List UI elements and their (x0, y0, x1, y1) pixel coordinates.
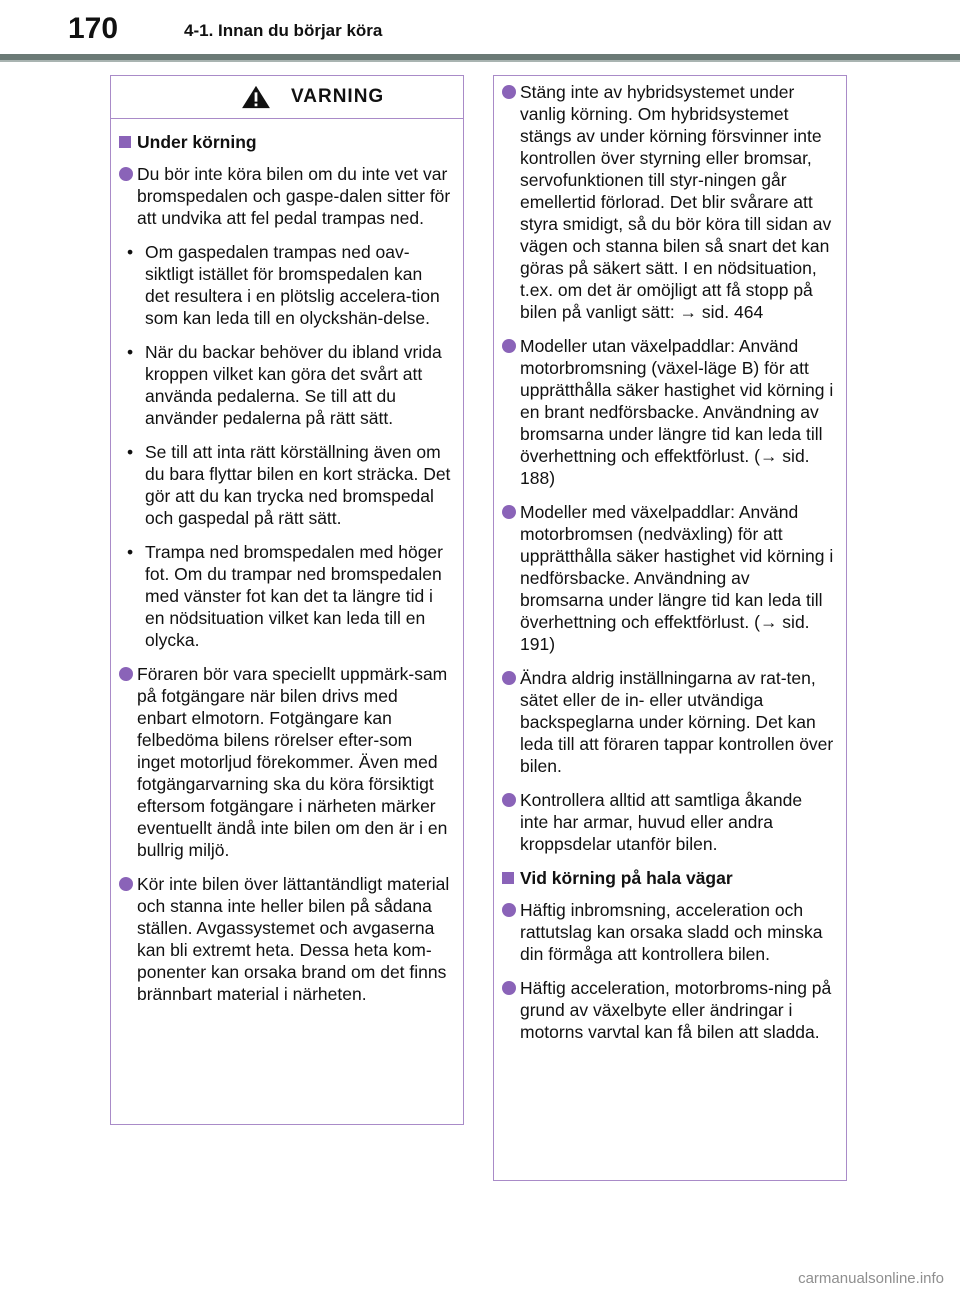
warning-title: VARNING (291, 86, 385, 107)
item-text: Modeller med växelpaddlar: Använd motorbromsen (nedväxling) för att upprätthålla säker hastighet vid körning i nedförsbacke. Användning av bromsarna under längre tid kan leda till överhettning och effektförlust. (→ sid. 191) (520, 502, 834, 654)
warning-triangle-icon (239, 84, 273, 110)
dot-bullet-icon: • (127, 542, 134, 562)
item-text: Kör inte bilen över lättantändligt material och stanna inte heller bilen på sådana ställen. Avgassystemet och avgaserna kan bli extremt heta. Dessa heta kom-ponenter kan orsaka brand om det finns brännbart material i närheten. (137, 874, 450, 1004)
warning-box-left (110, 75, 464, 1125)
list-item (502, 81, 834, 323)
list-item (119, 241, 451, 329)
list-item (119, 163, 451, 229)
list-item (502, 789, 834, 855)
circle-bullet-icon (502, 505, 516, 519)
list-item (119, 541, 451, 651)
item-text: Se till att inta rätt körställning även om du bara flyttar bilen en kort sträcka. Det gör att du kan trycka ned bromspedal och gaspedal på rätt sätt. (145, 442, 451, 528)
item-text: Häftig inbromsning, acceleration och rattutslag kan orsaka sladd och minska din förmåga att kontrollera bilen. (520, 900, 823, 964)
subheading-under-korning (119, 131, 451, 153)
circle-bullet-icon (502, 903, 516, 917)
item-text: Om gaspedalen trampas ned oav-siktligt istället för bromspedalen kan det resultera i en plötslig accelera-tion som kan leda till en olyckshän-delse. (145, 242, 440, 328)
circle-bullet-icon (502, 981, 516, 995)
item-text: Häftig acceleration, motorbroms-ning på grund av växelbyte eller ändringar i motorns varvtal kan få bilen att sladda. (520, 978, 832, 1042)
subheading-text: Under körning (137, 132, 257, 152)
circle-bullet-icon (119, 877, 133, 891)
item-text: Föraren bör vara speciellt uppmärk-sam på fotgängare när bilen drivs med enbart elmotorn. Fotgängare kan felbedöma bilens rörelser efter-som inget motorljud förekommer. Även med fotgängarvarning ska du köra försiktigt eftersom fotgängare i närheten märker eventuellt ändå inte bilen om den är i en bullrig miljö. (137, 664, 448, 860)
list-item (119, 441, 451, 529)
list-item (502, 977, 834, 1043)
warning-header (111, 76, 463, 119)
item-text: Stäng inte av hybridsystemet under vanlig körning. Om hybridsystemet stängs av under körning försvinner inte kontrollen över styrning eller bromsar, servofunktionen till styr-ningen går emellertid förlorad. Det blir svårare att styra smidigt, så du bör köra till sidan av vägen och stanna bilen så snart det kan göras på säkert sätt. I en nödsituation, t.ex. om det är omöjligt att få stopp på bilen på vanligt sätt: → sid. 464 (520, 82, 832, 322)
list-item (502, 335, 834, 489)
circle-bullet-icon (119, 667, 133, 681)
section-title: 4-1. Innan du börjar köra (184, 21, 383, 40)
page-header (0, 0, 960, 62)
item-text: Modeller utan växelpaddlar: Använd motorbromsning (växel-läge B) för att upprätthålla säker hastighet vid körning i en brant nedförsbacke. Användning av bromsarna under längre tid kan leda till överhettning och effektförlust. (→ sid. 188) (520, 336, 834, 488)
watermark: carmanualsonline.info (798, 1270, 944, 1287)
item-text: När du backar behöver du ibland vrida kroppen vilket kan göra det svårt att använda pedalerna. Se till att du använder pedalerna på rätt sätt. (145, 342, 442, 428)
warning-box-right (493, 75, 847, 1181)
list-item (502, 899, 834, 965)
dot-bullet-icon: • (127, 242, 134, 262)
item-text: Du bör inte köra bilen om du inte vet var bromspedalen och gaspe-dalen sitter för att undvika att fel pedal trampas ned. (137, 164, 451, 228)
square-bullet-icon (502, 872, 514, 884)
list-item (119, 873, 451, 1005)
subheading-hala-vagar (502, 867, 834, 889)
item-text: Trampa ned bromspedalen med höger fot. Om du trampar ned bromspedalen med vänster fot kan det ta längre tid i en nödsituation vilket kan leda till en olycka. (145, 542, 443, 650)
circle-bullet-icon (119, 167, 133, 181)
square-bullet-icon (119, 136, 131, 148)
list-item (119, 341, 451, 429)
item-text: Ändra aldrig inställningarna av rat-ten, sätet eller de in- eller utvändiga backspeglarna under körning. Det kan leda till att föraren tappar kontrollen över bilen. (520, 668, 834, 776)
circle-bullet-icon (502, 671, 516, 685)
warning-content-right (494, 76, 846, 1043)
page-number: 170 (38, 6, 148, 52)
header-rule-thin (0, 60, 960, 62)
list-item (502, 667, 834, 777)
list-item (119, 663, 451, 861)
circle-bullet-icon (502, 85, 516, 99)
dot-bullet-icon: • (127, 342, 134, 362)
item-text: Kontrollera alltid att samtliga åkande inte har armar, huvud eller andra kroppsdelar utanför bilen. (520, 790, 803, 854)
circle-bullet-icon (502, 339, 516, 353)
list-item (502, 501, 834, 655)
circle-bullet-icon (502, 793, 516, 807)
warning-content-left (111, 119, 463, 1005)
subheading-text: Vid körning på hala vägar (520, 868, 733, 888)
dot-bullet-icon: • (127, 442, 134, 462)
